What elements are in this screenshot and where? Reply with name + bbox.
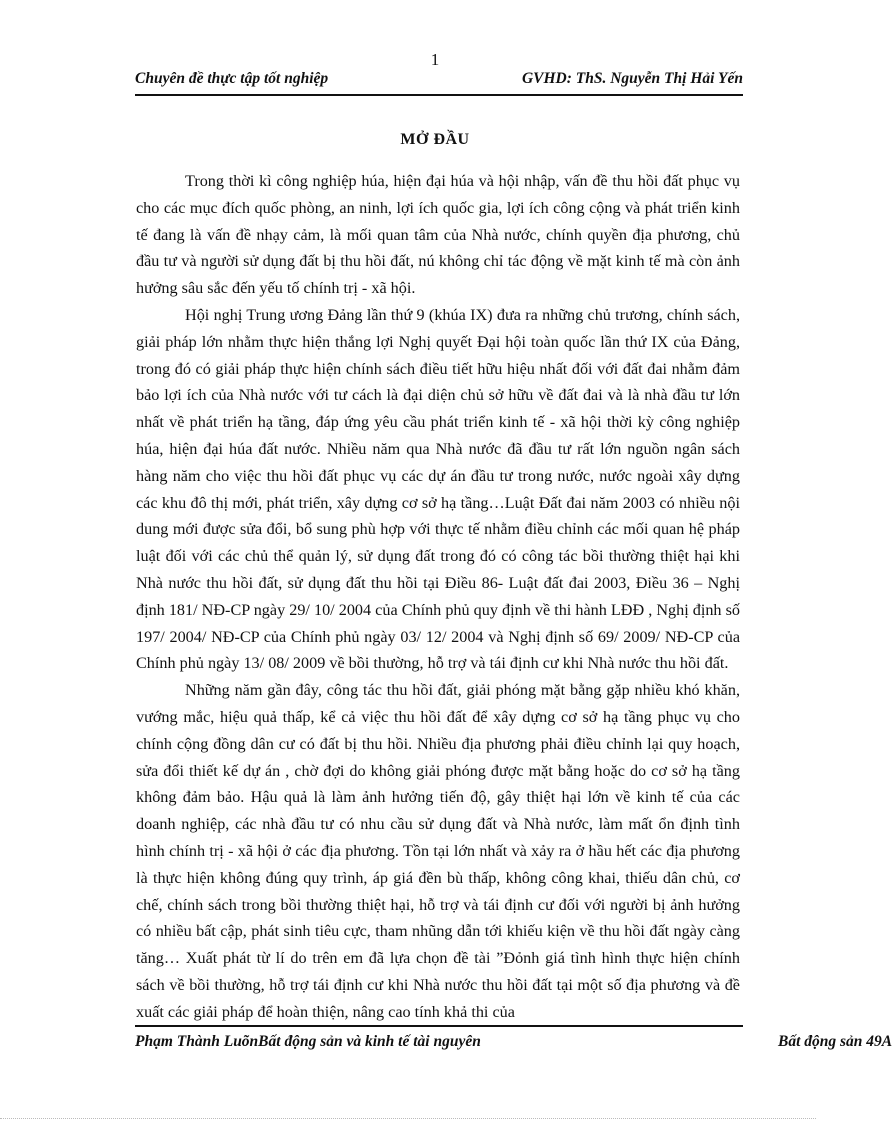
paragraph: Trong thời kì công nghiệp húa, hiện đại húa và hội nhập, vấn đề thu hồi đất phục vụ cho các mục đích quốc phòng, an ninh, lợi ích quốc gia, lợi ích công cộng và phát triển kinh tế đang là vấn đề nhạy cảm, là mối quan tâm của Nhà nước, chính quyền địa phương, chủ đầu tư và người sử dụng đất bị thu hồi đất, nú không chỉ tác động về mặt kinh tế mà còn ảnh hưởng sâu sắc đến yếu tố chính trị - xã hội. (136, 172, 740, 298)
page-bottom-border (0, 1118, 816, 1119)
body-text (136, 168, 740, 1026)
header-course-title: Chuyên đề thực tập tốt nghiệp (135, 70, 329, 87)
paragraph: Hội nghị Trung ương Đảng lần thứ 9 (khúa IX) đưa ra những chủ trương, chính sách, giải pháp lớn nhằm thực hiện thắng lợi Nghị quyết Đại hội toàn quốc lần thứ IX của Đảng, trong đó có giải pháp thực hiện chính sách điều tiết hữu hiệu nhất đối với đất đai nhằm đảm bảo lợi ích của Nhà nước với tư cách là đại diện chủ sở hữu về đất đai và là nhà đầu tư lớn nhất về phát triển hạ tầng, đáp ứng yêu cầu phát triển kinh tế - xã hội thời kỳ công nghiệp húa, hiện đại húa đất nước. Nhiều năm qua Nhà nước đã đầu tư rất lớn nguồn ngân sách hàng năm cho việc thu hồi đất phục vụ các dự án đầu tư trong nước, nước ngoài xây dựng các khu đô thị mới, phát triển, xây dựng cơ sở hạ tầng…Luật Đất đai năm 2003 có nhiều nội dung mới được sửa đổi, bổ sung phù hợp với thực tế nhằm điều chỉnh các mối quan hệ pháp luật đối với các chủ thể quản lý, sử dụng đất trong đó có công tác bồi thường thiệt hại khi Nhà nước thu hồi đất, sử dụng đất thu hồi tại Điều 86- Luật đất đai 2003, Điều 36 – Nghị định 181/ NĐ-CP ngày 29/ 10/ 2004 của Chính phủ quy định về thi hành LĐĐ , Nghị định số 197/ 2004/ NĐ-CP của Chính phủ ngày 03/ 12/ 2004 và Nghị định số 69/ 2009/ NĐ-CP của Chính phủ ngày 13/ 08/ 2009 về bồi thường, hỗ trợ và tái định cư khi Nhà nước thu hồi đất. (136, 305, 740, 673)
page-footer (135, 1033, 892, 1055)
section-title: MỞ ĐẦU (400, 131, 470, 148)
footer-author: Phạm Thành LuõnBất động sản và kinh tế tài nguyên (135, 1033, 481, 1050)
footer-class: Bất động sản 49A (778, 1033, 892, 1050)
header-supervisor: GVHD: ThS. Nguyễn Thị Hải Yến (521, 70, 743, 87)
footer-divider (135, 1025, 743, 1027)
page-number: 1 (430, 50, 440, 69)
page-header (135, 70, 743, 96)
paragraph: Những năm gần đây, công tác thu hồi đất, giải phóng mặt bằng gặp nhiều khó khăn, vướng mắc, hiệu quả thấp, kể cả việc thu hồi đất để xây dựng cơ sở hạ tầng phục vụ cho chính cộng đồng dân cư có đất bị thu hồi. Nhiều địa phương phải điều chỉnh lại quy hoạch, sửa đổi thiết kế dự án , chờ đợi do không giải phóng được mặt bằng hoặc do cơ sở hạ tầng không đảm bảo. Hậu quả là làm ảnh hưởng tiến độ, gây thiệt hại lớn về kinh tế của các doanh nghiệp, các nhà đầu tư có nhu cầu sử dụng đất và Nhà nước, làm mất ổn định tình hình chính trị - xã hội ở các địa phương. Tồn tại lớn nhất và xảy ra ở hầu hết các địa phương là thực hiện không đúng quy trình, áp giá đền bù thấp, không công khai, thiếu dân chủ, cơ chế, chính sách trong bồi thường thiệt hại, hỗ trợ và tái định cư đối với người bị ảnh hưởng có nhiều bất cập, phát sinh tiêu cực, tham nhũng dẫn tới khiếu kiện về thu hồi đất ngày càng tăng… Xuất phát từ lí do trên em đã lựa chọn đề tài ”Đỏnh giá tình hình thực hiện chính sách về bồi thường, hỗ trợ tái định cư khi Nhà nước thu hồi đất tại một số địa phương và đề xuất các giải pháp để hoàn thiện, nâng cao tính khả thi của (136, 681, 740, 1021)
